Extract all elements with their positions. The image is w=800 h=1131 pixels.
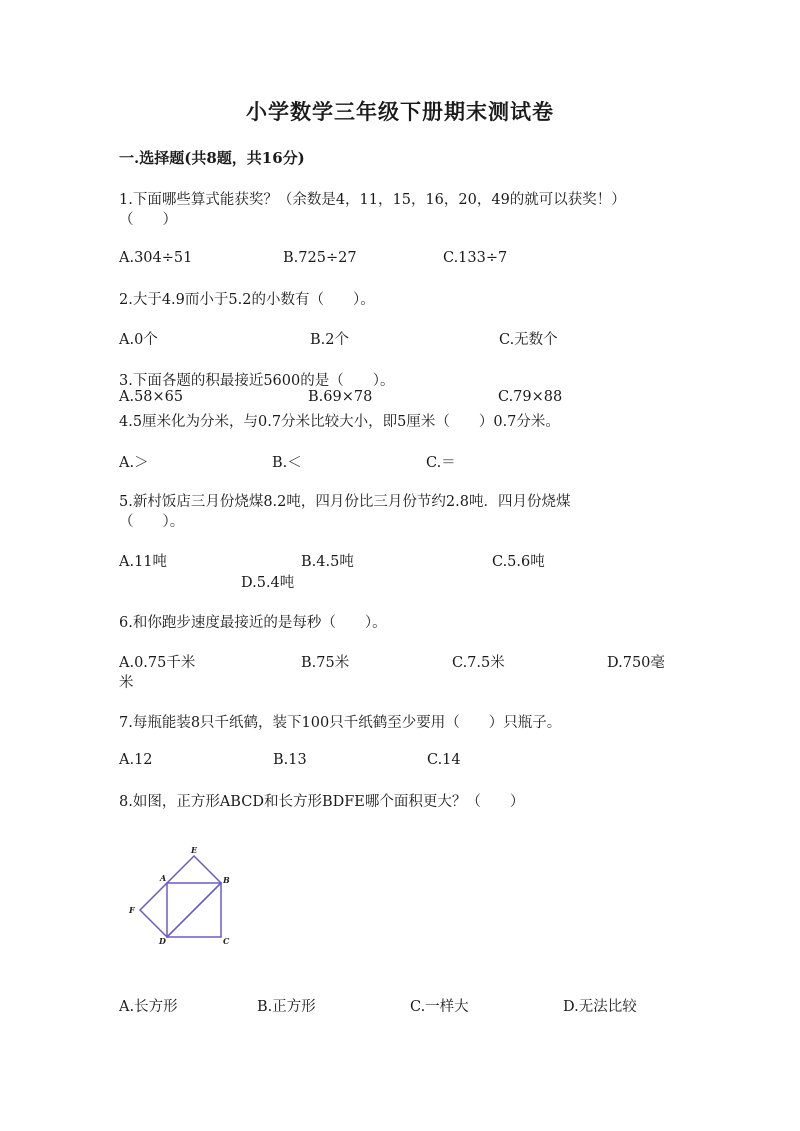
q4-stem: 4.5厘米化为分米，与0.7分米比较大小，即5厘米（ ）0.7分米。 [119, 414, 560, 430]
q5-option-b[interactable]: B.4.5吨 [301, 554, 354, 570]
label-b: B [223, 875, 230, 885]
q2-option-a[interactable]: A.0个 [119, 332, 158, 348]
square-rectangle-diagram [125, 842, 240, 947]
q4-option-b[interactable]: B.＜ [272, 455, 302, 471]
q3-option-c[interactable]: C.79×88 [498, 389, 563, 405]
q6-option-c[interactable]: C.7.5米 [452, 655, 505, 671]
q5-option-c[interactable]: C.5.6吨 [492, 554, 545, 570]
page-title: 小学数学三年级下册期末测试卷 [246, 99, 554, 124]
q8-stem: 8.如图，正方形ABCD和长方形BDFE哪个面积更大？（ ） [119, 794, 525, 810]
q2-stem: 2.大于4.9而小于5.2的小数有（ ）。 [119, 292, 375, 308]
q6-option-b[interactable]: B.75米 [301, 655, 350, 671]
q3-stem: 3.下面各题的积最接近5600的是（ ）。 [119, 373, 395, 389]
q1-stem-line1: 1.下面哪些算式能获奖？（余数是4，11，15，16，20，49的就可以获奖！） [119, 192, 626, 208]
q8-option-b[interactable]: B.正方形 [257, 999, 316, 1015]
q6-option-d[interactable]: D.750毫 [607, 655, 665, 671]
q5-option-d[interactable]: D.5.4吨 [241, 575, 295, 591]
q1-option-a[interactable]: A.304÷51 [119, 250, 193, 266]
q8-option-a[interactable]: A.长方形 [119, 999, 178, 1015]
q2-option-b[interactable]: B.2个 [310, 332, 349, 348]
q7-stem: 7.每瓶能装8只千纸鹤，装下100只千纸鹤至少要用（ ）只瓶子。 [119, 715, 562, 731]
label-e: E [191, 845, 198, 855]
rectangle-bdfe [140, 856, 221, 937]
q4-option-a[interactable]: A.＞ [119, 455, 149, 471]
q3-option-a[interactable]: A.58×65 [119, 389, 184, 405]
q1-option-b[interactable]: B.725÷27 [283, 250, 357, 266]
q5-stem-line1: 5.新村饭店三月份烧煤8.2吨，四月份比三月份节约2.8吨．四月份烧煤 [119, 494, 571, 510]
q8-option-d[interactable]: D.无法比较 [563, 999, 637, 1015]
q1-option-c[interactable]: C.133÷7 [443, 250, 508, 266]
q8-option-c[interactable]: C.一样大 [410, 999, 469, 1015]
q7-option-a[interactable]: A.12 [119, 752, 153, 768]
q4-option-c[interactable]: C.＝ [426, 455, 456, 471]
q6-option-a[interactable]: A.0.75千米 [119, 655, 196, 671]
q7-option-b[interactable]: B.13 [273, 752, 307, 768]
section-heading: 一.选择题(共8题，共16分) [119, 149, 305, 167]
q5-option-a[interactable]: A.11吨 [119, 554, 168, 570]
label-c: C [223, 936, 230, 946]
q6-option-d-wrap: 米 [119, 675, 134, 691]
q7-option-c[interactable]: C.14 [427, 752, 461, 768]
q1-stem-line2: （ ） [119, 212, 177, 228]
label-d: D [159, 936, 166, 946]
q6-stem: 6.和你跑步速度最接近的是每秒（ ）。 [119, 615, 387, 631]
geometry-figure [125, 842, 240, 947]
label-a: A [160, 873, 167, 883]
label-f: F [129, 905, 135, 915]
q2-option-c[interactable]: C.无数个 [499, 332, 558, 348]
q3-option-b[interactable]: B.69×78 [308, 389, 373, 405]
q5-stem-line2: （ ）。 [119, 514, 185, 530]
